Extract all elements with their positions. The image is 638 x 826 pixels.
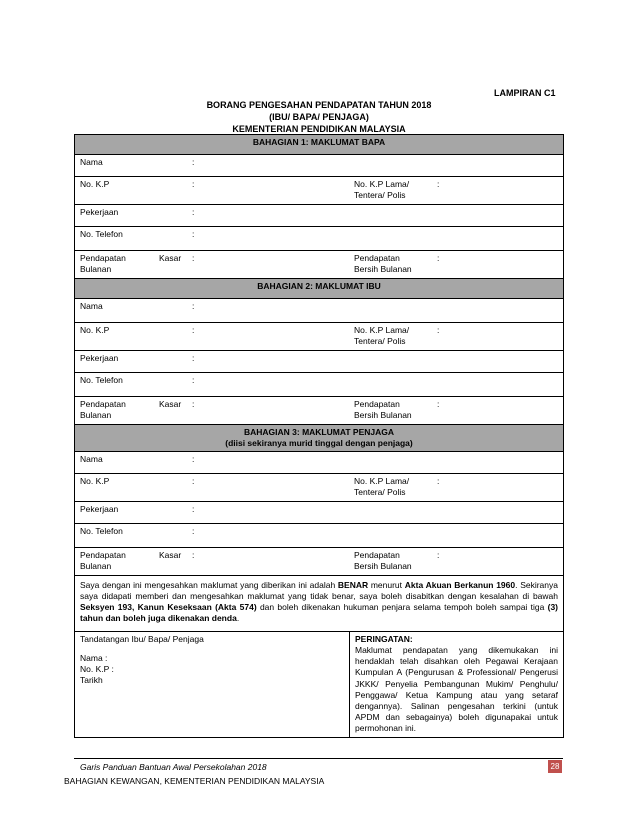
footer-division: BAHAGIAN KEWANGAN, KEMENTERIAN PENDIDIKAN MALAYSIA: [64, 776, 325, 786]
colon: :: [192, 301, 195, 311]
label-nokp: No. K.P: [80, 179, 110, 189]
label-nokp-lama: [354, 476, 409, 498]
lampiran-label: LAMPIRAN C1: [494, 88, 556, 98]
field-ibu-nama[interactable]: [75, 299, 564, 323]
label-kasar: Kasar: [159, 399, 182, 409]
section-penjaga-note: (diisi sekiranya murid tinggal dengan penjaga): [225, 438, 413, 448]
section-bapa-title: BAHAGIAN 1: MAKLUMAT BAPA: [252, 137, 386, 147]
colon: :: [192, 454, 195, 464]
signature-nokp: No. K.P :: [80, 664, 114, 674]
label-nama: Nama: [80, 157, 103, 167]
field-bapa-nama[interactable]: [75, 155, 564, 177]
decl-part: menurut: [368, 580, 405, 590]
signature-tarikh: Tarikh: [80, 675, 103, 685]
decl-bold: Akta Akuan Berkanun 1960: [404, 580, 516, 590]
label-bersih-line2: Bersih Bulanan: [354, 561, 412, 571]
label-kasar: Kasar: [159, 550, 182, 560]
declaration-text: [75, 576, 564, 632]
label-nokp: No. K.P: [80, 325, 110, 335]
label-nokp-lama: [354, 325, 409, 347]
label-nokp-lama-line2: Tentera/ Polis: [354, 487, 406, 497]
field-penjaga-pekerjaan[interactable]: [75, 502, 564, 524]
colon: :: [192, 504, 195, 514]
colon: :: [192, 229, 195, 239]
label-pendapatan-line1: Pendapatan: [80, 253, 126, 263]
colon: :: [192, 353, 195, 363]
label-pendapatan-kasar: [80, 399, 126, 421]
ministry-title: KEMENTERIAN PENDIDIKAN MALAYSIA: [232, 124, 406, 134]
decl-part: dan boleh dikenakan hukuman penjara selama tempoh boleh sampai tiga: [256, 602, 548, 612]
label-pendapatan-line2: Bulanan: [80, 264, 112, 274]
label-nokp-lama-line1: No. K.P Lama/: [354, 325, 410, 335]
field-penjaga-nokp[interactable]: [75, 474, 564, 502]
form-title: BORANG PENGESAHAN PENDAPATAN TAHUN 2018: [206, 100, 432, 110]
label-nokp: No. K.P: [80, 476, 110, 486]
signature-nama: Nama :: [80, 653, 108, 663]
label-pekerjaan: Pekerjaan: [80, 207, 119, 217]
label-pendapatan-bersih: [354, 253, 412, 275]
label-pendapatan-bersih: [354, 550, 412, 572]
label-bersih-line1: Pendapatan: [354, 399, 400, 409]
colon: :: [192, 253, 195, 263]
label-bersih-line1: Pendapatan: [354, 253, 400, 263]
colon: :: [192, 207, 195, 217]
section-ibu-header: [75, 279, 564, 299]
decl-bold: (3) tahun dan boleh juga dikenakan denda: [80, 602, 559, 623]
label-pendapatan-line2: Bulanan: [80, 410, 112, 420]
field-ibu-nokp[interactable]: [75, 323, 564, 351]
decl-bold: BENAR: [337, 580, 369, 590]
label-pekerjaan: Pekerjaan: [80, 504, 119, 514]
label-pendapatan-line1: Pendapatan: [80, 550, 126, 560]
field-ibu-pendapatan[interactable]: [75, 397, 564, 425]
label-telefon: No. Telefon: [80, 526, 123, 536]
label-nokp-lama-line1: No. K.P Lama/: [354, 179, 410, 189]
label-pendapatan-kasar: [80, 550, 126, 572]
signature-title: Tandatangan Ibu/ Bapa/ Penjaga: [80, 634, 204, 644]
decl-part: . Sekiranya saya didapati memberi dan mengesahkan maklumat yang tidak benar, saya boleh disabitkan dengan kesalahan di bawah: [80, 580, 558, 601]
decl-part: .: [236, 613, 240, 623]
field-ibu-telefon[interactable]: [75, 373, 564, 397]
label-bersih-line1: Pendapatan: [354, 550, 400, 560]
section-penjaga-header: [75, 425, 564, 452]
decl-bold: Seksyen 193, Kanun Keseksaan (Akta 574): [80, 602, 257, 612]
field-ibu-pekerjaan[interactable]: [75, 351, 564, 373]
footer-divider: [74, 758, 563, 759]
label-nokp-lama-line1: No. K.P Lama/: [354, 476, 410, 486]
colon: :: [437, 399, 440, 409]
colon: :: [437, 179, 440, 189]
section-penjaga-title: BAHAGIAN 3: MAKLUMAT PENJAGA: [243, 427, 394, 437]
colon: :: [192, 375, 195, 385]
label-bersih-line2: Bersih Bulanan: [354, 410, 412, 420]
colon: :: [192, 179, 195, 189]
colon: :: [437, 476, 440, 486]
section-bapa-header: [75, 135, 564, 155]
label-telefon: No. Telefon: [80, 375, 123, 385]
colon: :: [192, 476, 195, 486]
label-nama: Nama: [80, 301, 103, 311]
warning-title: PERINGATAN:: [355, 634, 413, 644]
label-nokp-lama-line2: Tentera/ Polis: [354, 190, 406, 200]
warning-body: Maklumat pendapatan yang dikemukakan ini hendaklah telah disahkan oleh Pegawai Kerajaan Kumpulan A (Pengurusan & Professional/ Pengerusi JKKK/ Penyelia Pembangunan Mukim/ Penghulu/ Penggawa/ Ketua Kampung atau yang setaraf dengannya). Salinan pengesahan terkini (untuk APDM dan sebagainya) boleh digunapakai untuk permohonan ini.: [355, 645, 558, 734]
label-pendapatan-line1: Pendapatan: [80, 399, 126, 409]
label-pekerjaan: Pekerjaan: [80, 353, 119, 363]
form-titles: [0, 99, 638, 135]
income-form-table: [74, 134, 564, 738]
colon: :: [192, 526, 195, 536]
field-bapa-pekerjaan[interactable]: [75, 205, 564, 227]
warning-box: [350, 632, 564, 738]
field-penjaga-pendapatan[interactable]: [75, 548, 564, 576]
section-ibu-title: BAHAGIAN 2: MAKLUMAT IBU: [257, 281, 381, 291]
colon: :: [192, 399, 195, 409]
label-telefon: No. Telefon: [80, 229, 123, 239]
label-pendapatan-line2: Bulanan: [80, 561, 112, 571]
colon: :: [192, 157, 195, 167]
field-bapa-telefon[interactable]: [75, 227, 564, 251]
signature-box[interactable]: [75, 632, 350, 738]
field-bapa-pendapatan[interactable]: [75, 251, 564, 279]
label-kasar: Kasar: [159, 253, 182, 263]
field-bapa-nokp[interactable]: [75, 177, 564, 205]
decl-part: Saya dengan ini mengesahkan maklumat yang diberikan ini adalah: [80, 580, 338, 590]
colon: :: [192, 325, 195, 335]
label-nokp-lama: [354, 179, 409, 201]
label-nokp-lama-line2: Tentera/ Polis: [354, 336, 406, 346]
colon: :: [192, 550, 195, 560]
colon: :: [437, 325, 440, 335]
label-pendapatan-kasar: [80, 253, 126, 275]
label-bersih-line2: Bersih Bulanan: [354, 264, 412, 274]
field-penjaga-nama[interactable]: [75, 452, 564, 474]
footer-guide-title: Garis Panduan Bantuan Awal Persekolahan 2018: [80, 762, 267, 772]
colon: :: [437, 550, 440, 560]
colon: :: [437, 253, 440, 263]
label-nama: Nama: [80, 454, 103, 464]
form-subtitle: (IBU/ BAPA/ PENJAGA): [269, 112, 369, 122]
field-penjaga-telefon[interactable]: [75, 524, 564, 548]
label-pendapatan-bersih: [354, 399, 412, 421]
page-number: 28: [548, 760, 562, 773]
